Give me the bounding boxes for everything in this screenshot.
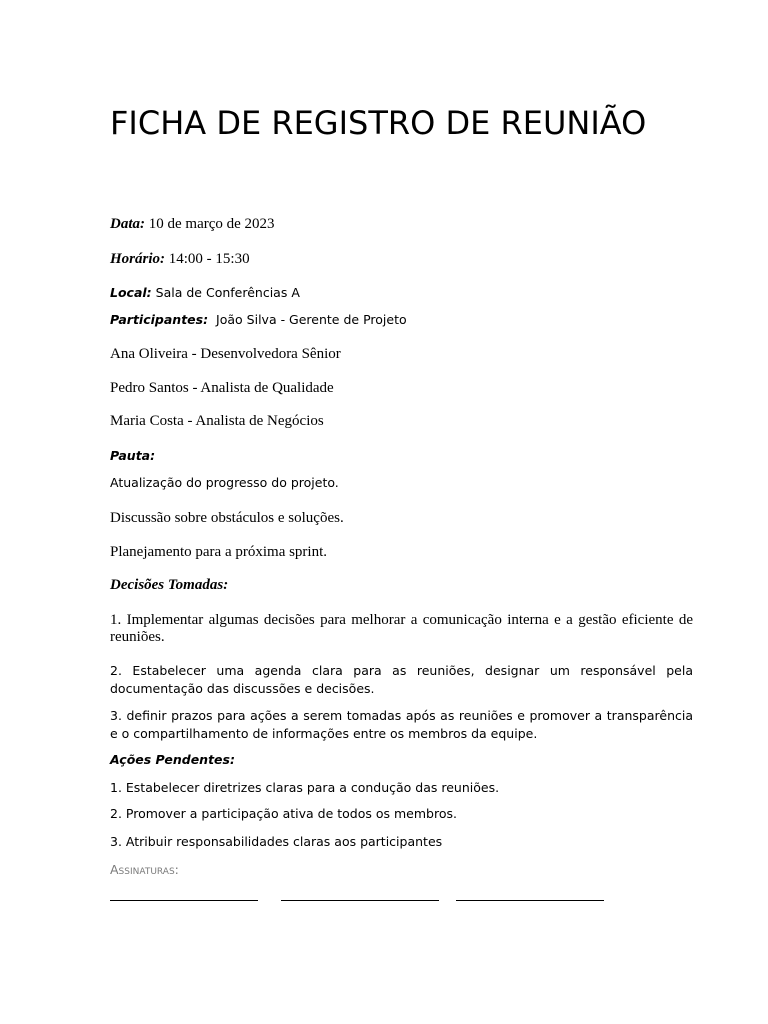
decision-item: 2. Estabelecer uma agenda clara para as reuniões, designar um responsável pela documentação das discussões e decisões.: [110, 663, 693, 696]
agenda-label: Pauta:: [110, 448, 156, 463]
location-value: Sala de Conferências A: [155, 285, 300, 300]
document-title: FICHA DE REGISTRO DE REUNIÃO: [110, 104, 647, 142]
time-label: Horário:: [110, 251, 166, 267]
signature-line: [110, 900, 258, 901]
pending-actions-label: Ações Pendentes:: [110, 752, 235, 767]
participant-item: Ana Oliveira - Desenvolvedora Sênior: [110, 346, 341, 362]
participants-line: [110, 312, 407, 327]
participant-first: João Silva - Gerente de Projeto: [216, 312, 407, 327]
participants-label: Participantes:: [110, 312, 209, 327]
signature-line: [456, 900, 604, 901]
agenda-item: Atualização do progresso do projeto.: [110, 475, 339, 490]
pending-action-item: 2. Promover a participação ativa de todos os membros.: [110, 806, 457, 821]
signature-line: [281, 900, 439, 901]
pending-action-item: 1. Estabelecer diretrizes claras para a condução das reuniões.: [110, 780, 500, 795]
time-line: [110, 251, 250, 268]
decisions-label: Decisões Tomadas:: [110, 577, 229, 593]
agenda-item: Discussão sobre obstáculos e soluções.: [110, 510, 344, 526]
participant-item: Pedro Santos - Analista de Qualidade: [110, 380, 334, 396]
decision-item: 1. Implementar algumas decisões para melhorar a comunicação interna e a gestão eficiente de reuniões.: [110, 612, 693, 645]
participant-item: Maria Costa - Analista de Negócios: [110, 413, 324, 429]
date-value: 10 de março de 2023: [148, 216, 275, 232]
time-value: 14:00 - 15:30: [168, 251, 250, 267]
agenda-item: Planejamento para a próxima sprint.: [110, 544, 328, 560]
location-label: Local:: [110, 285, 152, 300]
location-line: [110, 285, 300, 300]
decision-item: 3. definir prazos para ações a serem tomadas após as reuniões e promover a transparência e o compartilhamento de informações entre os membros da equipe.: [110, 708, 693, 741]
signatures-label: Assinaturas:: [110, 862, 179, 877]
date-line: [110, 216, 275, 233]
pending-action-item: 3. Atribuir responsabilidades claras aos participantes: [110, 834, 443, 849]
date-label: Data:: [110, 216, 145, 232]
